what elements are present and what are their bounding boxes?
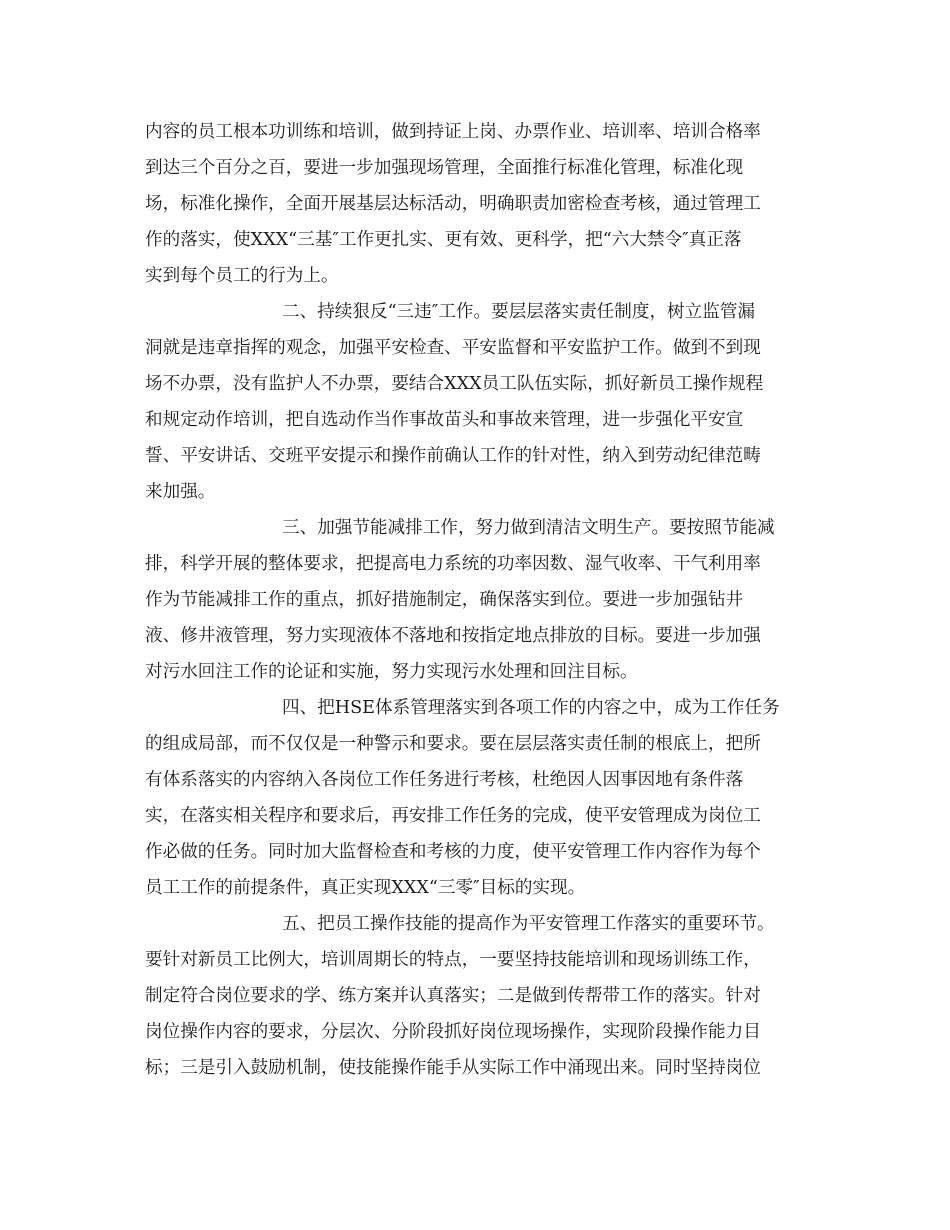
text-line: 洞就是违章指挥的观念，加强平安检查、平安监督和平安监护工作。做到不到现 (145, 338, 761, 358)
text-line: 对污水回注工作的论证和实施，努力实现污水处理和回注目标。 (145, 662, 638, 682)
text-line: 有体系落实的内容纳入各岗位工作任务进行考核，杜绝因人因事因地有条件落 (145, 770, 744, 790)
text-line: 液、修井液管理，努力实现液体不落地和按指定地点排放的目标。要进一步加强 (145, 626, 761, 646)
paragraph-heading: 三、加强节能减排工作，努力做到清洁文明生产。要按照节能减 (282, 518, 775, 538)
paragraph-heading: 四、把HSE体系管理落实到各项工作的内容之中，成为工作任务 (282, 698, 780, 718)
text-line: 制定符合岗位要求的学、练方案并认真落实；二是做到传帮带工作的落实。针对 (145, 986, 761, 1006)
text-line: 誓、平安讲话、交班平安提示和操作前确认工作的针对性，纳入到劳动纪律范畴 (145, 446, 761, 466)
text-line: 和规定动作培训，把自选动作当作事故苗头和事故来管理，进一步强化平安宣 (145, 410, 744, 430)
text-line: 排，科学开展的整体要求，把提高电力系统的功率因数、湿气收率、干气利用率 (145, 554, 761, 574)
text-line: 的组成局部，而不仅仅是一种警示和要求。要在层层落实责任制的根底上，把所 (145, 734, 761, 754)
text-line: 作必做的任务。同时加大监督检查和考核的力度，使平安管理工作内容作为每个 (145, 842, 761, 862)
text-line: 标；三是引入鼓励机制，使技能操作能手从实际工作中涌现出来。同时坚持岗位 (145, 1058, 761, 1078)
text-line: 员工工作的前提条件，真正实现XXX“三零″目标的实现。 (145, 878, 586, 898)
text-line: 作的落实，使XXX“三基″工作更扎实、更有效、更科学，把“六大禁令″真正落 (145, 230, 742, 250)
text-line: 来加强。 (145, 482, 216, 502)
text-line: 作为节能减排工作的重点，抓好措施制定，确保落实到位。要进一步加强钻井 (145, 590, 744, 610)
text-line: 场不办票，没有监护人不办票，要结合XXX员工队伍实际，抓好新员工操作规程 (145, 374, 764, 394)
text-line: 到达三个百分之百，要进一步加强现场管理，全面推行标准化管理，标准化现 (145, 158, 744, 178)
text-line: 要针对新员工比例大，培训周期长的特点，一要坚持技能培训和现场训练工作， (145, 950, 761, 970)
text-line: 实到每个员工的行为上。 (145, 266, 339, 286)
paragraph-heading: 五、把员工操作技能的提高作为平安管理工作落实的重要环节。 (282, 914, 775, 934)
text-line: 内容的员工根本功训练和培训，做到持证上岗、办票作业、培训率、培训合格率 (145, 122, 761, 142)
paragraph-heading: 二、持续狠反“三违″工作。要层层落实责任制度，树立监管漏 (282, 302, 756, 322)
text-line: 场，标准化操作，全面开展基层达标活动，明确职责加密检查考核，通过管理工 (145, 194, 761, 214)
text-line: 实，在落实相关程序和要求后，再安排工作任务的完成，使平安管理成为岗位工 (145, 806, 761, 826)
text-line: 岗位操作内容的要求，分层次、分阶段抓好岗位现场操作，实现阶段操作能力目 (145, 1022, 761, 1042)
